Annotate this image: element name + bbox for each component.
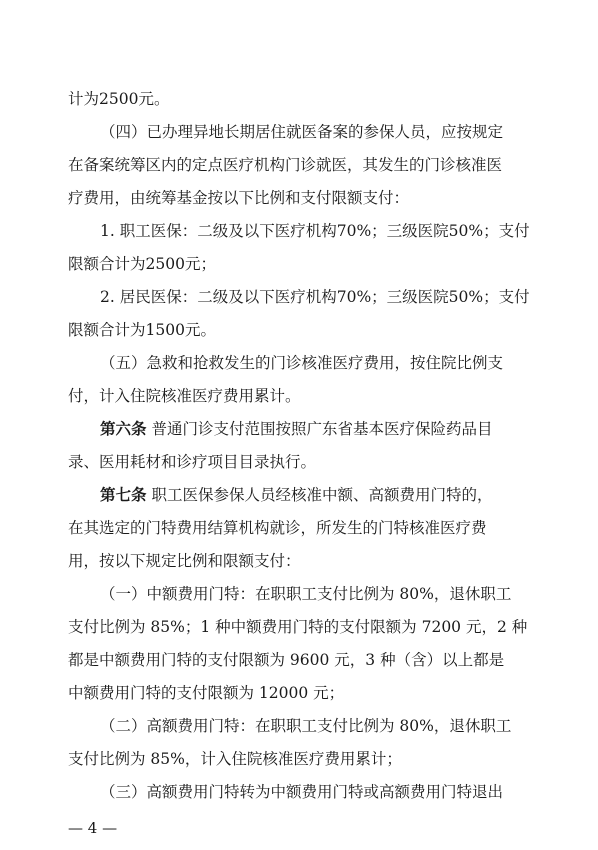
- text-line: 在备案统筹区内的定点医疗机构门诊就医，其发生的门诊核准医: [68, 156, 503, 174]
- text-line: （二）高额费用门特：在职职工支付比例为 80%，退休职工: [100, 717, 512, 735]
- text-line: （四）已办理异地长期居住就医备案的参保人员，应按规定: [100, 123, 504, 141]
- text-line: 支付比例为 85%；1 种中额费用门特的支付限额为 7200 元，2 种: [68, 618, 528, 636]
- text-line: 付，计入住院核准医疗费用累计。: [68, 387, 301, 405]
- text-line: 1. 职工医保：二级及以下医疗机构70%；三级医院50%；支付: [100, 222, 530, 240]
- text-line: （五）急救和抢救发生的门诊核准医疗费用，按住院比例支: [100, 354, 504, 372]
- text-line: （三）高额费用门特转为中额费用门特或高额费用门特退出: [100, 783, 504, 801]
- text-line: 录、医用耗材和诊疗项目目录执行。: [68, 453, 317, 471]
- text-line: 疗费用，由统筹基金按以下比例和支付限额支付：: [68, 189, 410, 207]
- text-line: 职工医保参保人员经核准中额、高额费用门特的，: [151, 486, 493, 504]
- text-line: 都是中额费用门特的支付限额为 9600 元，3 种（含）以上都是: [68, 651, 505, 669]
- text-line: 普通门诊支付范围按照广东省基本医疗保险药品目: [151, 420, 493, 438]
- text-line: 2. 居民医保：二级及以下医疗机构70%；三级医院50%；支付: [100, 288, 530, 306]
- text-line: （一）中额费用门特：在职职工支付比例为 80%，退休职工: [100, 585, 512, 603]
- article-6-heading: 第六条: [100, 420, 147, 438]
- page-number: — 4 —: [68, 819, 118, 837]
- text-line: 中额费用门特的支付限额为 12000 元；: [68, 684, 345, 702]
- article-6-paragraph: [100, 414, 530, 444]
- text-line: 在其选定的门特费用结算机构就诊，所发生的门特核准医疗费: [68, 519, 487, 537]
- text-line: 用，按以下规定比例和限额支付：: [68, 552, 301, 570]
- text-line: 限额合计为1500元。: [68, 321, 216, 339]
- article-7-paragraph: [100, 480, 530, 510]
- article-7-heading: 第七条: [100, 486, 147, 504]
- text-line: 限额合计为2500元；: [68, 255, 216, 273]
- text-line: 支付比例为 85%，计入住院核准医疗费用累计；: [68, 750, 402, 768]
- text-line: 计为2500元。: [68, 90, 170, 108]
